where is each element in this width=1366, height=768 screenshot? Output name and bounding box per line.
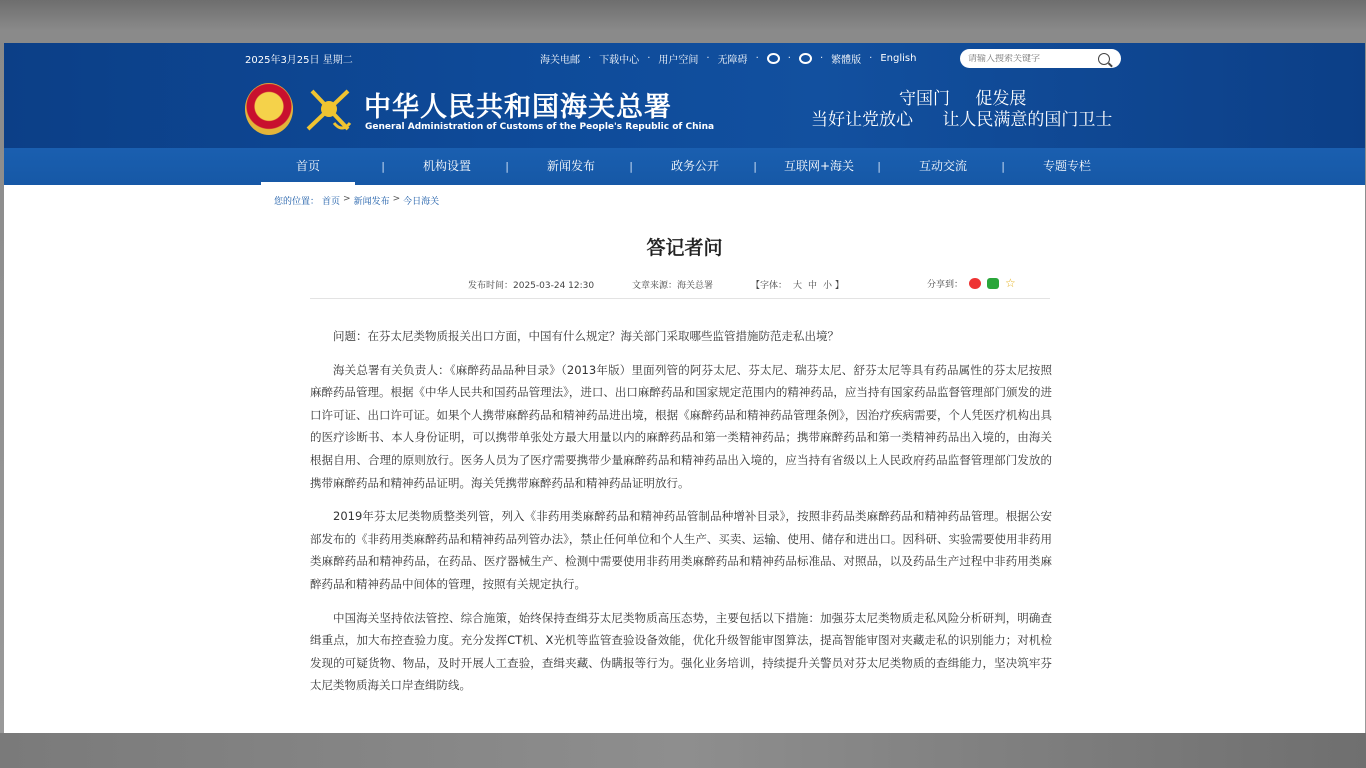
breadcrumb-news[interactable]: 新闻发布 bbox=[353, 197, 390, 207]
national-emblem-logo bbox=[245, 83, 293, 135]
publish-time: 发布时间：2025-03-24 12:30 bbox=[468, 281, 595, 291]
slogan-line-2: 当好让党放心 让人民满意的国门卫士 bbox=[811, 110, 1113, 130]
separator-dot: · bbox=[819, 53, 824, 64]
share-bar bbox=[927, 277, 1017, 290]
breadcrumb-home[interactable]: 首页 bbox=[322, 197, 341, 207]
main-nav bbox=[4, 148, 1365, 185]
separator-dot: · bbox=[588, 53, 592, 64]
font-size-large[interactable]: 大 bbox=[793, 281, 803, 291]
site-header bbox=[4, 43, 1365, 148]
separator-dot: · bbox=[755, 53, 759, 64]
share-weibo-icon[interactable] bbox=[969, 278, 981, 289]
font-size-medium[interactable]: 中 bbox=[808, 281, 818, 291]
nav-news[interactable]: 新闻发布 | bbox=[509, 148, 633, 185]
nav-special-topics[interactable]: 专题专栏 bbox=[1042, 159, 1091, 173]
article-body bbox=[310, 325, 1052, 708]
customs-emblem-logo bbox=[304, 83, 354, 135]
article-paragraph: 2019年芬太尼类物质整类列管，列入《非药用类麻醉药品和精神药品管制品种增补目录》，按照非药品类麻醉药品和精神药品管理。根据公安部发布的《非药用类麻醉药品和精神药品列管办法》，禁止任何单位和个人生产、买卖、运输、使用、储存和进出口。因科研、实验需要使用非药用类麻醉药品和精神药品，在药品、医疗器械生产、检测中需要使用非药用类麻醉药品和精神药品标准品、对照品，以及药品生产过程中非药用类麻醉药品和精神药品中间体的管理，按照有关规定执行。 bbox=[310, 509, 1052, 591]
link-accessibility[interactable]: 无障碍 bbox=[717, 55, 748, 66]
share-favorite-icon[interactable]: ☆ bbox=[1005, 276, 1016, 290]
font-size-small[interactable]: 小 】 bbox=[823, 281, 844, 291]
article-source: 文章来源：海关总署 bbox=[632, 281, 714, 291]
nav-internet-customs[interactable]: 互联网+海关 | bbox=[757, 148, 881, 185]
search-input[interactable] bbox=[968, 54, 1098, 64]
separator-dot: · bbox=[869, 53, 873, 64]
link-english[interactable]: English bbox=[880, 53, 917, 64]
article-paragraph: 中国海关坚持依法管控、综合施策，始终保持查缉芬太尼类物质高压态势，主要包括以下措施：加强芬太尼类物质走私风险分析研判，明确查缉重点，加大布控查验力度。充分发挥CT机、X光机等监管查验设备效能，优化升级智能审图算法，提高智能审图对夹藏走私的识别能力；对机检发现的可疑货物、物品，及时开展人工查验，查缉夹藏、伪瞒报等行为。强化业务培训，持续提升关警员对芬太尼类物质的查缉能力，坚决筑牢芬太尼类物质海关口岸查缉防线。 bbox=[310, 610, 1052, 693]
wechat-icon[interactable] bbox=[799, 53, 812, 64]
separator-dot: · bbox=[706, 53, 710, 64]
top-links bbox=[540, 51, 916, 66]
article-meta bbox=[310, 273, 1050, 299]
weibo-icon[interactable] bbox=[767, 53, 780, 64]
separator-dot: · bbox=[647, 53, 651, 64]
site-title-english: General Administration of Customs of the People's Republic of China bbox=[365, 122, 715, 132]
nav-items bbox=[261, 148, 1129, 185]
share-label: 分享到： bbox=[927, 280, 964, 290]
nav-government-affairs[interactable]: 政务公开 | bbox=[633, 148, 757, 185]
article-paragraph: 问题：在芬太尼类物质报关出口方面，中国有什么规定？海关部门采取哪些监管措施防范走私出境？ bbox=[333, 329, 839, 343]
breadcrumb-separator: > bbox=[392, 194, 401, 204]
breadcrumb-label: 您的位置： bbox=[274, 197, 320, 207]
separator-dot: · bbox=[787, 53, 791, 64]
link-user-space[interactable]: 用户空间 bbox=[658, 55, 699, 66]
search-box bbox=[960, 49, 1121, 68]
font-size-label: 【字体： bbox=[751, 281, 788, 291]
search-icon[interactable] bbox=[1098, 53, 1110, 65]
browser-page bbox=[4, 43, 1365, 733]
current-date: 2025年3月25日 星期二 bbox=[245, 55, 353, 66]
background-shade bbox=[0, 733, 1366, 768]
article-title: 答记者问 bbox=[646, 237, 723, 259]
nav-interaction[interactable]: 互动交流 | bbox=[881, 148, 1005, 185]
link-download[interactable]: 下载中心 bbox=[599, 55, 640, 66]
share-wechat-icon[interactable] bbox=[987, 278, 999, 289]
article-paragraph: 海关总署有关负责人：《麻醉药品品种目录》（2013年版）里面列管的阿芬太尼、芬太尼、瑞芬太尼、舒芬太尼等具有药品属性的芬太尼按照麻醉药品管理。根据《中华人民共和国药品管理法》，进口、出口麻醉药品和国家规定范围内的精神药品，应当持有国家药品监督管理部门颁发的进口许可证、出口许可证。如果个人携带麻醉药品和精神药品进出境，根据《麻醉药品和精神药品管理条例》，因治疗疾病需要，个人凭医疗机构出具的医疗诊断书、本人身份证明，可以携带单张处方最大用量以内的麻醉药品和第一类精神药品；携带麻醉药品和第一类精神药品出入境的，由海关根据自用、合理的原则放行。医务人员为了医疗需要携带少量麻醉药品和精神药品出入境的，应当持有省级以上人民政府药品监督管理部门发放的携带麻醉药品和精神药品证明。海关凭携带麻醉药品和精神药品证明放行。 bbox=[310, 362, 1052, 490]
breadcrumb-separator: > bbox=[343, 194, 351, 204]
slogan-line-1: 守国门 促发展 bbox=[899, 89, 1027, 109]
breadcrumb-today[interactable]: 今日海关 bbox=[403, 197, 440, 207]
top-bar bbox=[245, 49, 1121, 69]
nav-home[interactable]: 首页 | bbox=[261, 148, 355, 185]
site-title: 中华人民共和国海关总署 bbox=[364, 92, 672, 123]
link-email[interactable]: 海关电邮 bbox=[540, 55, 580, 66]
font-size-controls bbox=[751, 278, 844, 291]
nav-organization[interactable]: 机构设置 | bbox=[385, 148, 509, 185]
link-traditional[interactable]: 繁體版 bbox=[831, 55, 862, 66]
breadcrumb bbox=[274, 194, 439, 207]
